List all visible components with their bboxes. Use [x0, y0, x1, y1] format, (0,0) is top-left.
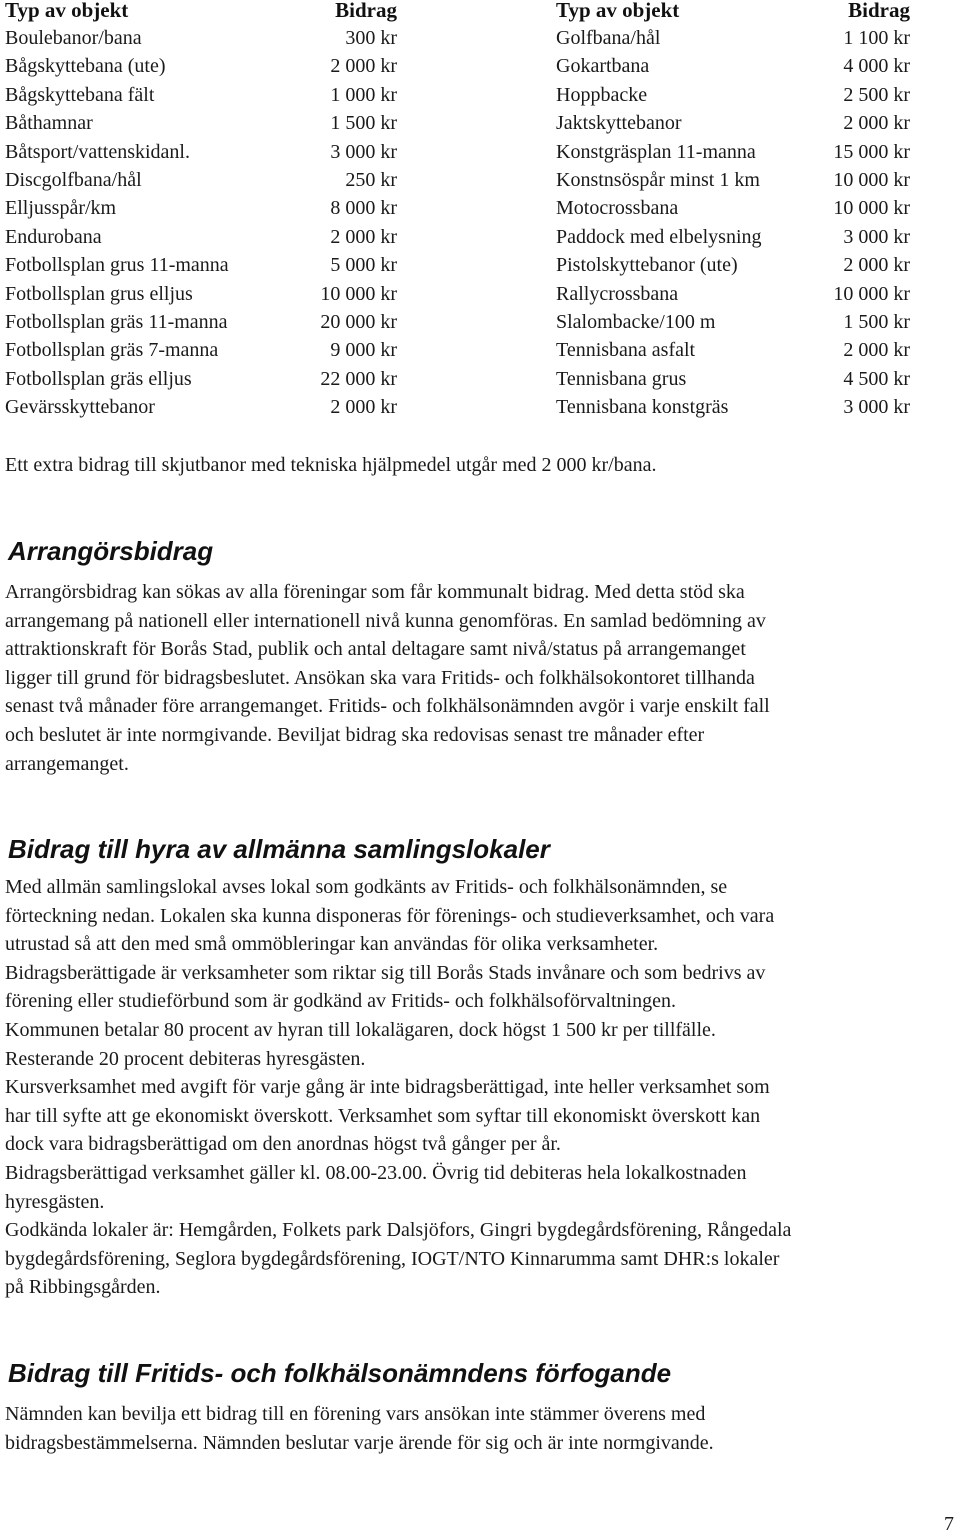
table-row-name: Motocrossbana: [556, 197, 679, 220]
section-body-samlingslokaler: [5, 873, 945, 1302]
table-row-name: Bågskyttebana fält: [5, 83, 155, 106]
table-row-amount: 2 000 kr: [843, 339, 910, 362]
table-row-amount: 2 000 kr: [843, 112, 910, 135]
paragraph-line: attraktionskraft för Borås Stad, publik och antal deltagare samt nivå/status på arrangemanget: [5, 638, 746, 661]
paragraph-line: Kommunen betalar 80 procent av hyran till lokalägaren, dock högst 1 500 kr per tillfälle.: [5, 1018, 716, 1041]
paragraph-line: bidragsbestämmelserna. Nämnden beslutar varje ärende för sig och är inte normgivande.: [5, 1431, 714, 1454]
table-row-amount: 4 000 kr: [843, 55, 910, 78]
table-row-name: Endurobana: [5, 225, 102, 248]
table-row-amount: 1 100 kr: [843, 27, 910, 49]
table-row-name: Elljusspår/km: [5, 197, 117, 220]
paragraph-line: hyresgästen.: [5, 1190, 105, 1213]
table-row-amount: 3 000 kr: [330, 140, 397, 163]
table-row-name: Fotbollsplan gräs 11-manna: [5, 311, 228, 333]
table-row-amount: 22 000 kr: [320, 367, 397, 390]
section-body-arrangorsbidrag: [5, 578, 945, 778]
table-row-amount: 3 000 kr: [843, 225, 910, 248]
table-row-name: Fotbollsplan gräs elljus: [5, 367, 192, 390]
table-row-name: Fotbollsplan grus elljus: [5, 282, 193, 305]
table-row-name: Golfbana/hål: [556, 27, 661, 49]
table-row-name: Gokartbana: [556, 55, 650, 78]
table-row-amount: 2 000 kr: [330, 225, 397, 248]
table-row-name: Boulebanor/bana: [5, 27, 142, 49]
table-row-amount: 3 000 kr: [843, 396, 910, 419]
paragraph-line: ligger till grund för bidragsbeslutet. Ansökan ska vara Fritids- och folkhälsokontoret tillhanda: [5, 666, 755, 689]
table-row-amount: 2 000 kr: [330, 55, 397, 78]
paragraph-line: förteckning nedan. Lokalen ska kunna disponeras för förenings- och studieverksamhet, och vara: [5, 904, 775, 927]
table-row-amount: 4 500 kr: [843, 367, 910, 390]
paragraph-line: Nämnden kan bevilja ett bidrag till en förening vars ansökan inte stämmer överens med: [5, 1403, 706, 1425]
paragraph-line: arrangemanget.: [5, 752, 129, 775]
paragraph-line: förening eller studieförbund som är godkänd av Fritids- och folkhälsoförvaltningen.: [5, 990, 676, 1013]
table-row-amount: 2 000 kr: [843, 254, 910, 277]
section-heading-formfogande: Bidrag till Fritids- och folkhälsonämndens förfogande: [8, 1358, 672, 1388]
paragraph-line: Bidragsberättigad verksamhet gäller kl. 08.00-23.00. Övrig tid debiteras hela lokalkostnaden: [5, 1161, 747, 1184]
table-row-name: Båthamnar: [5, 112, 93, 135]
paragraph-line: Bidragsberättigade är verksamheter som riktar sig till Borås Stads invånare och som bedrivs av: [5, 961, 766, 984]
table-row-amount: 5 000 kr: [330, 254, 397, 277]
table-row-name: Fotbollsplan grus 11-manna: [5, 254, 229, 277]
table-row-amount: 250 kr: [345, 169, 397, 191]
table-header-amount-left: Bidrag: [335, 0, 397, 22]
table-header-type-right: Typ av objekt: [556, 0, 680, 22]
table-row-name: Konstnsöspår minst 1 km: [556, 169, 760, 191]
table-row-amount: 15 000 kr: [833, 140, 910, 163]
table-row-amount: 8 000 kr: [330, 197, 397, 220]
table-row-amount: 2 500 kr: [843, 83, 910, 106]
shooting-range-note: Ett extra bidrag till skjutbanor med tekniska hjälpmedel utgår med 2 000 kr/bana.: [5, 454, 657, 476]
table-row-name: Tennisbana grus: [556, 367, 687, 390]
paragraph-line: och beslutet är inte normgivande. Beviljat bidrag ska redovisas senast tre månader efter: [5, 723, 705, 746]
table-row-name: Paddock med elbelysning: [556, 225, 762, 248]
table-row-amount: 300 kr: [345, 27, 397, 49]
section-heading-samlingslokaler: Bidrag till hyra av allmänna samlingslokaler: [8, 834, 550, 864]
table-row-name: Fotbollsplan gräs 7-manna: [5, 339, 219, 362]
table-row-amount: 1 500 kr: [843, 311, 910, 333]
table-row-amount: 20 000 kr: [320, 311, 397, 333]
table-row-name: Tennisbana asfalt: [556, 339, 696, 362]
paragraph-line: Resterande 20 procent debiteras hyresgästen.: [5, 1047, 366, 1070]
table-row-amount: 1 000 kr: [330, 83, 397, 106]
paragraph-line: senast två månader före arrangemanget. Fritids- och folkhälsonämnden avgör i varje enskilt fall: [5, 695, 770, 718]
table-row-amount: 10 000 kr: [320, 282, 397, 305]
table-row-name: Pistolskyttebanor (ute): [556, 254, 738, 277]
table-row-name: Konstgräsplan 11-manna: [556, 140, 756, 163]
paragraph-line: Godkända lokaler är: Hemgården, Folkets park Dalsjöfors, Gingri bygdegårdsförening, Rångedala: [5, 1219, 792, 1242]
table-row-name: Jaktskyttebanor: [556, 112, 682, 135]
table-row-name: Rallycrossbana: [556, 282, 679, 305]
table-row-name: Tennisbana konstgräs: [556, 396, 729, 419]
table-row-name: Båtsport/vattenskidanl.: [5, 140, 190, 163]
table-row-name: Hoppbacke: [556, 83, 648, 106]
paragraph-line: Med allmän samlingslokal avses lokal som godkänts av Fritids- och folkhälsonämnden, se: [5, 876, 728, 898]
table-row-amount: 10 000 kr: [833, 169, 910, 191]
table-row-amount: 9 000 kr: [330, 339, 397, 362]
paragraph-line: arrangemang på nationell eller internationell nivå kunna genomföras. En samlad bedömning av: [5, 609, 766, 632]
table-row-name: Bågskyttebana (ute): [5, 55, 166, 78]
paragraph-line: har till syfte att ge ekonomiskt överskott. Verksamhet som syftar till ekonomiskt överskott kan: [5, 1104, 761, 1127]
paragraph-line: Arrangörsbidrag kan sökas av alla föreningar som får kommunalt bidrag. Med detta stöd ska: [5, 581, 745, 603]
table-row-name: Gevärsskyttebanor: [5, 396, 155, 419]
table-row-name: Slalombacke/100 m: [556, 311, 716, 333]
table-row-name: Discgolfbana/hål: [5, 169, 142, 191]
page-number: 7: [944, 1513, 954, 1535]
table-header-type-left: Typ av objekt: [5, 0, 129, 22]
section-body-forfogande: [5, 1400, 945, 1457]
paragraph-line: bygdegårdsförening, Seglora bygdegårdsförening, IOGT/NTO Kinnarumma samt DHR:s lokaler: [5, 1247, 780, 1270]
table-row-amount: 1 500 kr: [330, 112, 397, 135]
paragraph-line: på Ribbingsgården.: [5, 1276, 161, 1299]
section-heading-arrangorsbidrag: Arrangörsbidrag: [8, 536, 214, 566]
table-row-amount: 10 000 kr: [833, 197, 910, 220]
paragraph-line: utrustad så att den med små ommöbleringar kan användas för olika verksamheter.: [5, 933, 659, 956]
table-row-amount: 10 000 kr: [833, 282, 910, 305]
table-row-amount: 2 000 kr: [330, 396, 397, 419]
table-header-amount-right: Bidrag: [848, 0, 910, 22]
paragraph-line: Kursverksamhet med avgift för varje gång är inte bidragsberättigad, inte heller verksamhet som: [5, 1076, 770, 1099]
paragraph-line: dock vara bidragsberättigad om den anordnas högst två gånger per år.: [5, 1133, 561, 1156]
